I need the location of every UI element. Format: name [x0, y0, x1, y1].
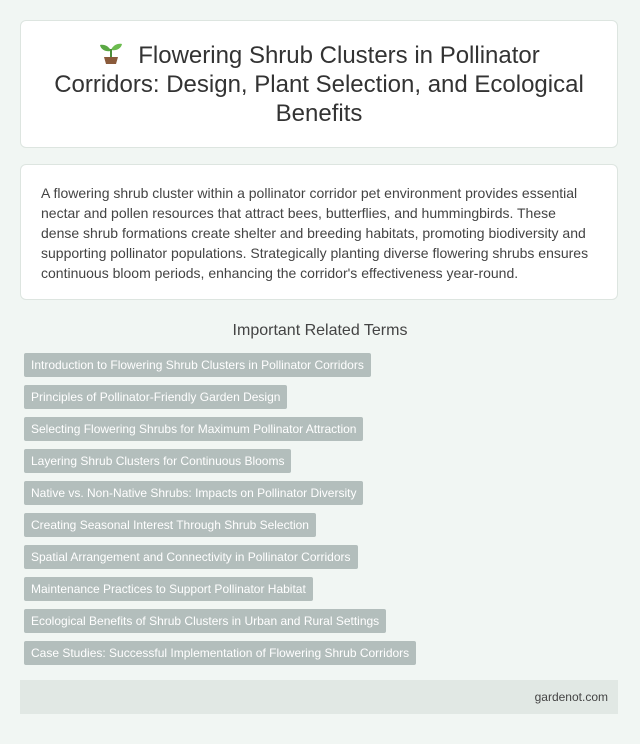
- term-tag[interactable]: Spatial Arrangement and Connectivity in Pollinator Corridors: [24, 545, 358, 569]
- term-tag[interactable]: Native vs. Non-Native Shrubs: Impacts on Pollinator Diversity: [24, 481, 363, 505]
- term-item: [24, 513, 620, 545]
- term-tag[interactable]: Selecting Flowering Shrubs for Maximum Pollinator Attraction: [24, 417, 363, 441]
- term-item: [24, 641, 620, 673]
- term-item: [24, 577, 620, 609]
- related-terms-heading: Important Related Terms: [232, 322, 408, 339]
- description-card: [20, 164, 618, 300]
- term-item: [24, 385, 620, 417]
- related-terms-list: [24, 353, 620, 673]
- sprout-icon: [98, 41, 124, 65]
- term-tag[interactable]: Ecological Benefits of Shrub Clusters in Urban and Rural Settings: [24, 609, 386, 633]
- footer-site-link[interactable]: gardenot.com: [534, 690, 608, 704]
- term-tag[interactable]: Principles of Pollinator-Friendly Garden Design: [24, 385, 287, 409]
- page-title-text: Flowering Shrub Clusters in Pollinator Corridors: Design, Plant Selection, and Ecological Benefits: [54, 41, 584, 127]
- term-tag[interactable]: Maintenance Practices to Support Pollinator Habitat: [24, 577, 313, 601]
- page-title: [51, 41, 587, 128]
- term-item: [24, 417, 620, 449]
- term-item: [24, 609, 620, 641]
- term-item: [24, 449, 620, 481]
- term-tag[interactable]: Introduction to Flowering Shrub Clusters in Pollinator Corridors: [24, 353, 371, 377]
- term-tag[interactable]: Creating Seasonal Interest Through Shrub Selection: [24, 513, 316, 537]
- title-card: [20, 20, 618, 148]
- footer: [20, 680, 618, 714]
- term-item: [24, 545, 620, 577]
- description-text: A flowering shrub cluster within a pollinator corridor pet environment provides essential nectar and pollen resources that attract bees, butterflies, and hummingbirds. These dense shrub formations create shelter and breeding habitats, promoting biodiversity and supporting pollinator populations. Strategically planting diverse flowering shrubs ensures continuous bloom periods, enhancing the corridor's effectiveness year-round.: [41, 185, 589, 281]
- term-tag[interactable]: Layering Shrub Clusters for Continuous Blooms: [24, 449, 291, 473]
- term-tag[interactable]: Case Studies: Successful Implementation of Flowering Shrub Corridors: [24, 641, 416, 665]
- term-item: [24, 481, 620, 513]
- term-item: [24, 353, 620, 385]
